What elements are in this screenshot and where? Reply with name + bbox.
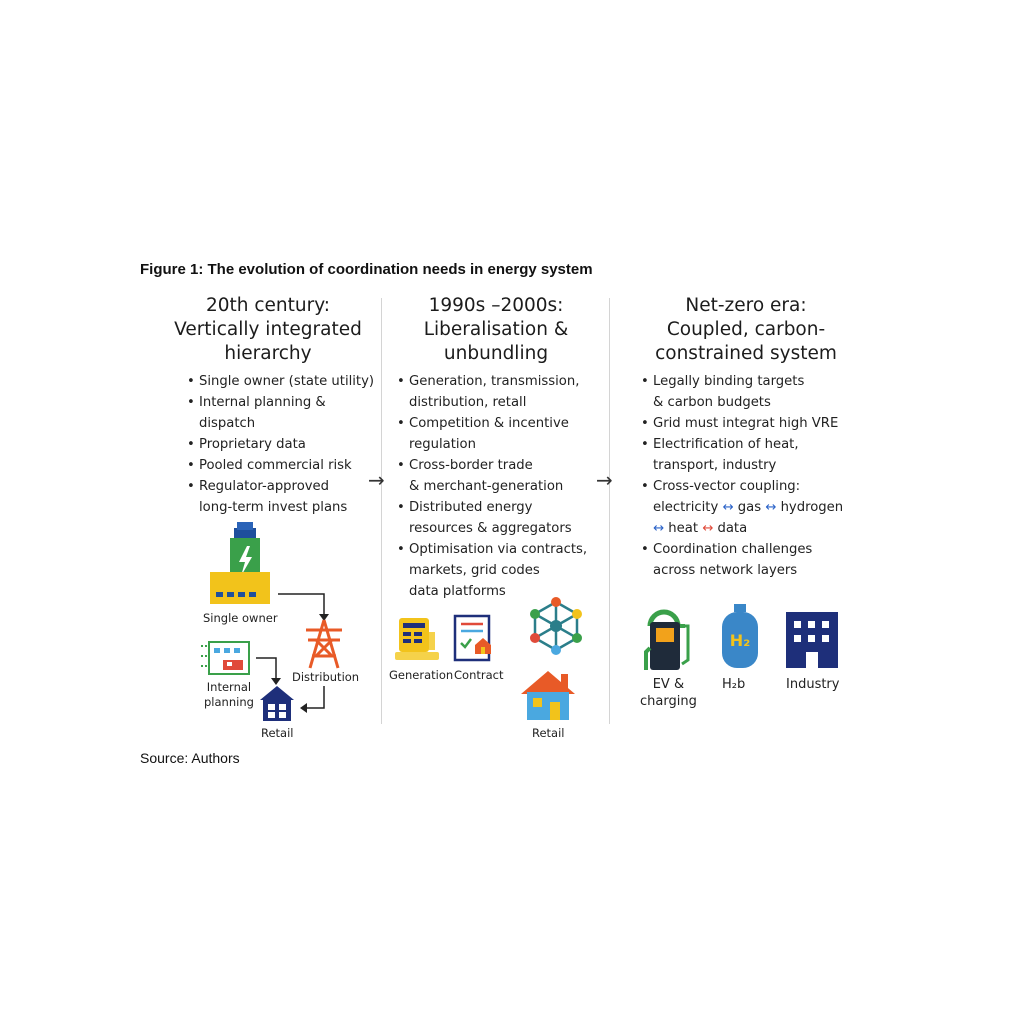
column-heading: 20th century: Vertically integrated hierarchy [174,295,362,364]
bidirectional-arrow-icon: ↔ [653,521,665,536]
house-icon [258,684,296,722]
list-item: • Electrification of heat, transport, industry [641,434,856,476]
hydrogen-label: H₂b [722,677,746,692]
power-plant-icon [206,522,276,608]
retail-label: Retail [261,726,294,740]
column-20th-century [168,294,368,366]
bidirectional-arrow-icon: ↔ [702,521,714,536]
list-item: • Competition & incentive regulation [397,413,602,455]
network-icon [528,596,584,656]
ev-charging-label: EV & charging [640,677,697,709]
arrow-right-icon: → [596,468,613,492]
generation-icon [393,614,441,666]
bullet-list [187,371,377,518]
column-1990s-2000s [394,294,598,366]
single-owner-label: Single owner [203,611,278,625]
column-separator [609,298,610,724]
arrow-right-icon: → [368,468,385,492]
hydrogen-tank-icon [718,604,762,670]
connector-arrow [256,652,286,686]
column-heading: 1990s –2000s: Liberalisation & unbundling [423,295,569,364]
list-item: • Internal planning & dispatch [187,392,377,434]
list-item: • Single owner (state utility) [187,371,377,392]
house-icon [519,668,577,722]
coupling-line: ↔ heat ↔ data [653,521,748,536]
connector-arrow [298,686,328,714]
list-item: • Cross-vector coupling: electricity ↔ gas ↔ hydrogen ↔ heat ↔ data [641,476,856,539]
bidirectional-arrow-icon: ↔ [722,500,734,515]
figure-title: Figure 1: The evolution of coordination needs in energy system [140,261,593,278]
list-item: • Cross-border trade & merchant-generation [397,455,602,497]
distribution-label: Distribution [292,670,360,684]
planning-icon [199,640,253,680]
contract-icon [451,614,497,664]
list-item: • Distributed energy resources & aggregators [397,497,602,539]
list-item: • Regulator-approved long-term invest plans [187,476,377,518]
industry-label: Industry [786,677,840,692]
connector-arrow [278,588,334,622]
list-item: • Legally binding targets & carbon budgets [641,371,856,413]
ev-charger-icon [640,604,692,672]
bidirectional-arrow-icon: ↔ [765,500,777,515]
generation-label: Generation [389,668,454,682]
hydrogen-tank-text: H₂ [729,631,751,650]
column-net-zero-era [636,294,856,366]
list-item: • Optimisation via contracts, markets, grid codes data platforms [397,539,602,602]
contract-label: Contract [454,668,504,682]
industry-building-icon [786,612,838,668]
list-item: • Coordination challenges across network layers [641,539,856,581]
list-item: • Grid must integrat high VRE [641,413,856,434]
bullet-list [641,371,856,581]
figure-source: Source: Authors [140,750,240,766]
column-separator [381,298,382,724]
list-item: • Pooled commercial risk [187,455,377,476]
retail-label: Retail [532,726,565,740]
transmission-tower-icon [302,618,346,670]
column-heading: Net-zero era: Coupled, carbon- constrained system [655,295,837,364]
list-item: • Generation, transmission, distribution, retall [397,371,602,413]
coupling-line: electricity ↔ gas ↔ hydrogen [653,500,844,515]
list-item: • Proprietary data [187,434,377,455]
bullet-list [397,371,602,602]
internal-planning-label: Internal planning [204,680,254,709]
